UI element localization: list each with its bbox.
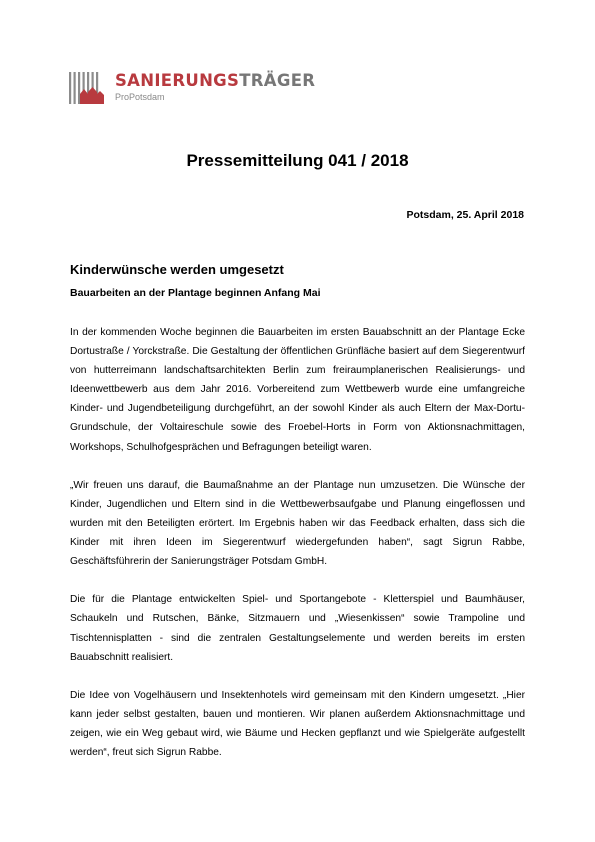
paragraph: In der kommenden Woche beginnen die Bauarbeiten im ersten Bauabschnitt an der Plantage Ecke Dortustraße / Yorckstraße. Die Gestaltung der öffentlichen Grünfläche basiert auf dem Siegerentwurf von hutterreimann landschaftsarchitekten Berlin zum freiraumplanerischen Realisierungs- und Ideenwettbewerb aus dem Jahr 2016. Vorbereitend zum Wettbewerb wurde eine umfangreiche Kinder- und Jugendbeteiligung durchgeführt, an der sowohl Kinder als auch Eltern der Max-Dortu-Grundschule, der Voltaireschule sowie des Froebel-Horts in Form von Aktionsnachmittagen, Workshops, Schulhofgesprächen und Befragungen beteiligt waren. xyxy=(70,327,525,453)
logo-mark-icon xyxy=(68,70,108,106)
logo-name-part2: TRÄGER xyxy=(239,71,316,90)
article-heading: Kinderwünsche werden umgesetzt xyxy=(70,262,284,277)
paragraph: Die für die Plantage entwickelten Spiel- und Sportangebote - Kletterspiel und Baumhäuser, Schaukeln und Rutschen, Bänke, Sitzmauern und „Wiesenkissen“ sowie Trampoline und Tischtennisplatten - sind die zentralen Gestaltungselemente und werden bereits im ersten Bauabschnitt realisiert. xyxy=(70,594,525,663)
logo-subtitle: ProPotsdam xyxy=(115,92,165,102)
logo-name-part1: SANIERUNGS xyxy=(115,71,240,90)
document-title: Pressemitteilung 041 / 2018 xyxy=(186,151,409,170)
document-date: Potsdam, 25. April 2018 xyxy=(406,209,524,221)
company-logo xyxy=(68,70,368,106)
paragraph: Die Idee von Vogelhäusern und Insektenhotels wird gemeinsam mit den Kindern umgesetzt. „Hier kann jeder selbst gestalten, bauen und montieren. Wir planen außerdem Aktionsnachmittage und zeigen, wie ein Weg gebaut wird, wie Bäume und Hecken gepflanzt und wie Spielgeräte aufgestellt werden“, freut sich Sigrun Rabbe. xyxy=(70,689,525,759)
paragraph: „Wir freuen uns darauf, die Baumaßnahme an der Plantage nun umzusetzen. Die Wünsche der Kinder, Jugendlichen und Eltern sind in die Wettbewerbsaufgabe und Planung eingeflossen und wurden mit den Beteiligten erörtert. Im Ergebnis haben wir das Feedback erhalten, dass sich die Kinder mit ihren Ideen im Siegerentwurf wiedergefunden haben“, sagt Sigrun Rabbe, Geschäftsführerin der Sanierungsträger Potsdam GmbH. xyxy=(70,479,525,568)
article-subheading: Bauarbeiten an der Plantage beginnen Anfang Mai xyxy=(70,287,321,299)
logo-wordmark xyxy=(115,71,315,102)
article-body xyxy=(70,323,525,781)
